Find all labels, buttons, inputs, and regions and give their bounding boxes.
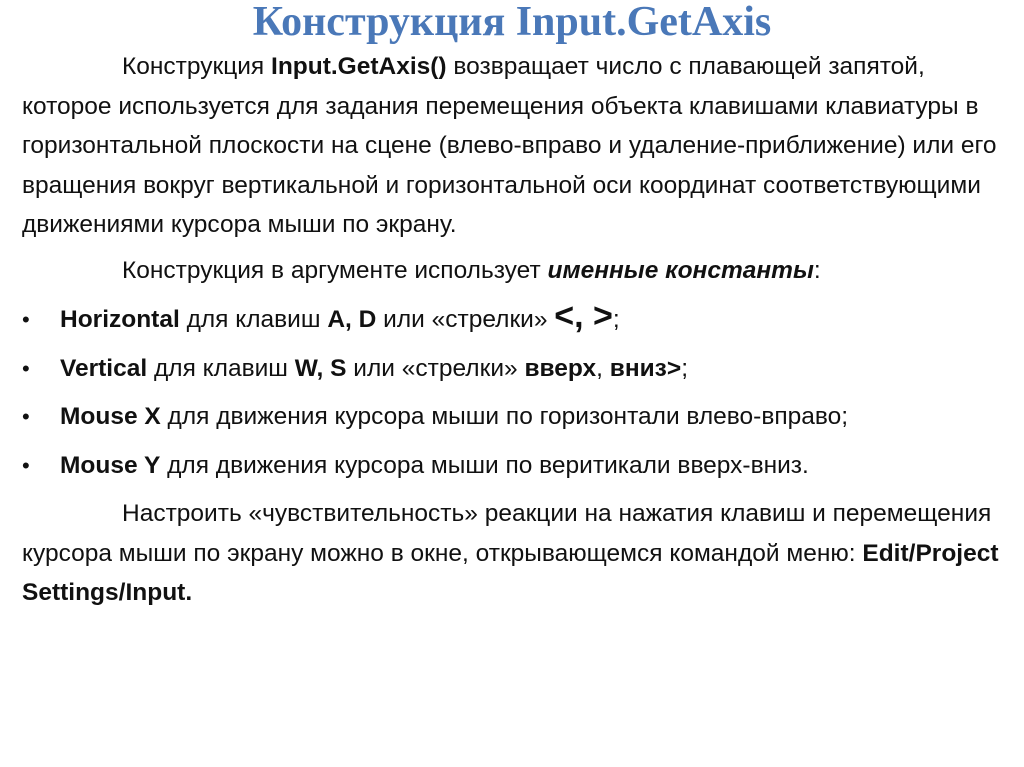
- settings-text: Настроить «чувствительность» реакции на нажатия клавиш и перемещения курсора мыши по экрану можно в окне, открывающемся командой меню:: [22, 500, 992, 567]
- constant-name: Mouse X: [60, 403, 161, 430]
- constant-name: Horizontal: [60, 306, 180, 333]
- item-text: ,: [596, 354, 610, 382]
- bullet-icon: •: [22, 307, 30, 332]
- item-text: или «стрелки»: [346, 354, 525, 382]
- arrow-up-label: вверх: [524, 354, 597, 382]
- bullet-icon: •: [22, 404, 30, 429]
- constants-list: [22, 297, 1010, 485]
- constants-colon: :: [813, 256, 821, 284]
- list-item-vertical: [22, 349, 1010, 389]
- item-end: ;: [612, 306, 620, 333]
- intro-text-rest: возвращает число с плавающей запятой, которое используется для задания перемещения объекта клавишами клавиатуры в горизонтальной плоскости на сцене (влево-вправо и удаление-приближение) или его вращения вокруг вертикальной и горизонтальной оси координат соответствующими движениями курсора мыши по экрану.: [22, 53, 997, 238]
- constant-name: Vertical: [60, 354, 148, 382]
- intro-paragraph: [22, 47, 1010, 245]
- item-text: для движения курсора мыши по горизонтали влево-вправо;: [160, 403, 849, 430]
- bullet-icon: •: [22, 452, 30, 478]
- item-text: или «стрелки»: [376, 306, 555, 333]
- bullet-icon: •: [22, 355, 30, 381]
- arrows-label: <, >: [554, 297, 613, 335]
- constants-text: Конструкция в аргументе использует: [122, 256, 548, 284]
- item-text: для движения курсора мыши по веритикали вверх-вниз.: [160, 451, 809, 479]
- list-item-mouse-x: [22, 397, 1010, 437]
- slide-title: Конструкция Input.GetAxis: [252, 0, 772, 45]
- list-item-horizontal: [22, 297, 1010, 340]
- intro-text-start: Конструкция: [122, 53, 272, 80]
- constants-paragraph: [22, 251, 1010, 291]
- constant-name: Mouse Y: [60, 451, 161, 479]
- settings-paragraph: [22, 494, 1010, 613]
- keys-label: W, S: [294, 354, 347, 382]
- arrow-down-label: вниз>: [609, 354, 682, 382]
- named-constants-term: именные константы: [547, 256, 814, 284]
- menu-path: Edit/Project Settings/Input.: [22, 539, 999, 606]
- item-text: для клавиш: [179, 306, 328, 333]
- list-item-mouse-y: [22, 446, 1010, 486]
- item-end: ;: [681, 354, 688, 382]
- code-input-getaxis: Input.GetAxis(): [271, 53, 447, 80]
- keys-label: A, D: [327, 306, 377, 333]
- item-text: для клавиш: [147, 354, 295, 382]
- slide-content: [22, 47, 1010, 613]
